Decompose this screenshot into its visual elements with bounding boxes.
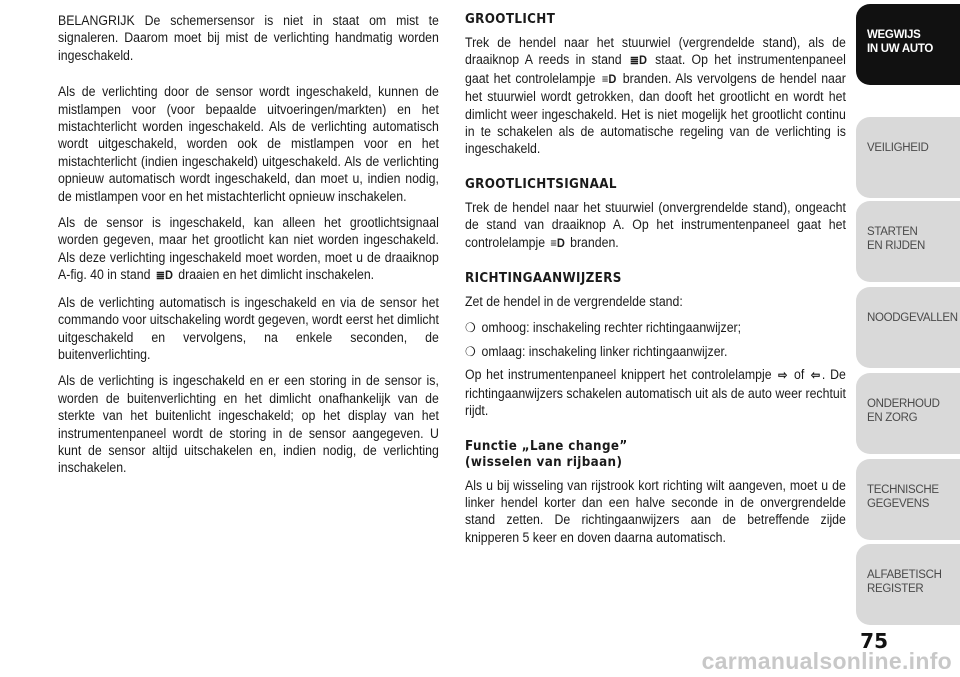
important-note: BELANGRIJK De schemersensor is niet in staat om mist te signaleren. Daarom moet bij mist de verlichting handmatig worden ingeschakeld.: [58, 13, 439, 63]
heading-grootlicht: GROOTLICHT: [465, 12, 556, 27]
bullet-icon: ❍: [465, 343, 476, 359]
paragraph-main-beam-signal: Als de sensor is ingeschakeld, kan alleen het grootlichtsignaal worden gegeven, maar het grootlicht kan niet worden ingeschakeld. Als deze verlichting ingeschakeld moet worden, moet u de draaiknop A-fig. 40 in stand ≣D draaien en het dimlicht inschakelen.: [58, 215, 439, 283]
paragraph-indicator-lamps: Op het instrumentenpaneel knippert het controlelampje ⇨ of ⇦ . De richtingaanwijzers schakelen automatisch uit als de auto weer rechtuit rijdt.: [465, 367, 846, 419]
dipped-beam-icon: ≣D: [155, 268, 173, 283]
heading-lane-change: Functie „Lane change” (wisselen van rijbaan): [465, 438, 628, 470]
chapter-sidebar: [856, 0, 960, 677]
heading-richtingaanwijzers: RICHTINGAANWIJZERS: [465, 271, 622, 287]
main-beam-icon: ≡D: [550, 235, 565, 250]
list-item: ❍ omlaag: inschakeling linker richtingaanwijzer.: [465, 343, 728, 359]
list-item: ❍ omhoog: inschakeling rechter richtingaanwijzer;: [465, 320, 742, 336]
paragraph-fog-lights: Als de verlichting door de sensor wordt ingeschakeld, kunnen de mistlampen voor (voor bepaalde uitvoeringen/markten) en het mistachterlicht worden ingeschakeld. Als de verlichting automatisch wordt uitgeschakeld, worden ook de mistlampen voor en het mistachterlicht (indien ingeschakeld) uitgeschakeld. Als de verlichting opnieuw automatisch wordt ingeschakeld, dan moet u, indien nodig, de mistlampen voor en het mistachterlicht opnieuw inschakelen.: [58, 84, 439, 204]
tab-register[interactable]: ALFABETISCH REGISTER: [856, 544, 960, 625]
left-column: [58, 12, 439, 486]
arrow-left-icon: ⇦: [810, 368, 821, 383]
tab-wegwijs[interactable]: WEGWIJS IN UW AUTO: [856, 4, 960, 85]
main-beam-icon: ≡D: [601, 71, 617, 86]
heading-grootlichtsignaal: GROOTLICHTSIGNAAL: [465, 176, 617, 192]
tab-noodgevallen[interactable]: NOODGEVALLEN: [856, 287, 960, 368]
tab-onderhoud[interactable]: ONDERHOUD EN ZORG: [856, 373, 960, 454]
dipped-beam-icon: ≣D: [629, 53, 647, 68]
arrow-right-icon: ⇨: [778, 368, 788, 383]
tab-starten[interactable]: STARTEN EN RIJDEN: [856, 201, 960, 282]
paragraph-grootlichtsignaal: Trek de hendel naar het stuurwiel (onvergrendelde stand), ongeacht de stand van draaiknop A. Op het instrumentenpaneel gaat het controlelampje ≡D branden.: [465, 199, 846, 250]
paragraph-sensor-fault: Als de verlichting is ingeschakeld en er een storing in de sensor is, worden de buitenverlichting en het dimlicht onafhankelijk van de sterkte van het buitenlicht ingeschakeld; op het display van het instrumentenpaneel wordt de storing in de sensor aangegeven. U kunt de sensor altijd uitschakelen en, indien nodig, de verlichting inschakelen.: [58, 373, 439, 476]
paragraph-lever-position: Zet de hendel in de vergrendelde stand:: [465, 294, 683, 310]
tab-veiligheid[interactable]: VEILIGHEID: [856, 117, 960, 198]
right-column: [465, 12, 846, 555]
paragraph-grootlicht: Trek de hendel naar het stuurwiel (vergrendelde stand), als de draaiknop A reeds in stand ≣D staat. Op het instrumentenpaneel gaat het controlelampje ≡D branden. Als vervolgens de hendel naar het stuurwiel wordt getrokken, dan dooft het grootlicht en wordt het dimlicht weer ingeschakeld. Het is niet mogelijk het grootlicht continu in te schakelen als de automatische regeling van de verlichting is ingeschakeld.: [465, 35, 846, 157]
paragraph-lane-change: Als u bij wisseling van rijstrook kort richting wilt aangeven, moet u de linker hendel korter dan een halve seconde in de onvergrendelde stand zetten. De richtingaanwijzers aan de betreffende zijde knipperen 5 keer en doven daarna automatisch.: [465, 477, 846, 545]
paragraph-auto-off: Als de verlichting automatisch is ingeschakeld en via de sensor het commando voor uitschakeling wordt gegeven, wordt eerst het dimlicht uitgeschakeld en vervolgens, na enkele seconden, de buitenverlichting.: [58, 294, 439, 362]
page-number: 75: [860, 629, 888, 653]
watermark: carmanualsonline.info: [701, 648, 952, 674]
bullet-icon: ❍: [465, 320, 476, 336]
tab-technische[interactable]: TECHNISCHE GEGEVENS: [856, 459, 960, 540]
